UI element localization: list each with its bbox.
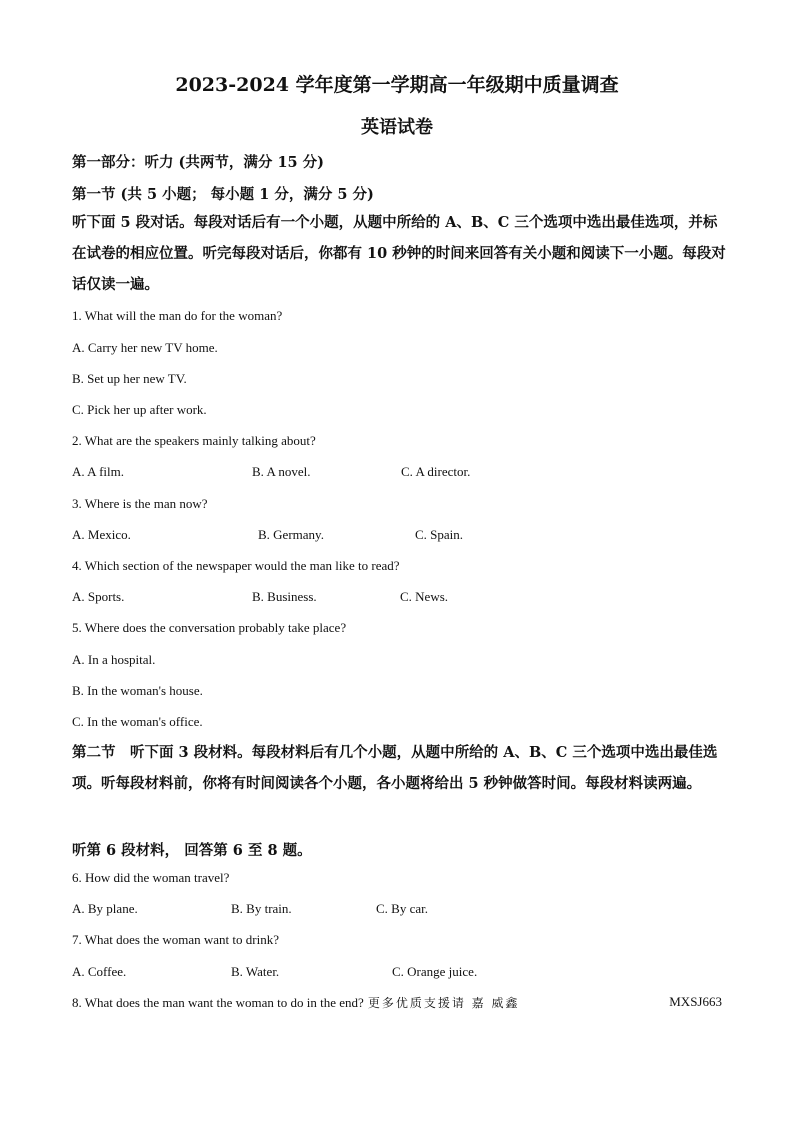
question-8-stem-group xyxy=(72,994,519,1011)
question-2-option-b: B. A novel. xyxy=(252,464,311,479)
question-2-option-c: C. A director. xyxy=(401,464,471,479)
page-subtitle: 英语试卷 xyxy=(361,117,433,138)
question-7-stem: 7. What does the woman want to drink? xyxy=(72,932,279,947)
section1-instructions: 听下面 5 段对话。每段对话后有一个小题，从题中所给的 A、B、C 三个选项中选出最佳选项，并标在试卷的相应位置。听完每段对话后，你都有 10 秒钟的时间来回答有关小题和阅读下一小题。每段对话仅读一遍。 xyxy=(72,214,726,293)
question-5-option-c: C. In the woman's office. xyxy=(72,714,203,729)
question-4-option-a: A. Sports. xyxy=(72,589,125,604)
page-title: 2023-2024 学年度第一学期高一年级期中质量调查 xyxy=(175,74,619,96)
section2-instructions: 第二节 听下面 3 段材料。每段材料后有几个小题，从题中所给的 A、B、C 三个选项中选出最佳选项。听每段材料前，你将有时间阅读各个小题，各小题将给出 5 秒钟做答时间。每段材料读两遍。 xyxy=(72,744,718,792)
section1-heading: 第一节 (共 5 小题； 每小题 1 分，满分 5 分) xyxy=(72,186,374,203)
question-6-option-a: A. By plane. xyxy=(72,901,138,916)
question-3-option-b: B. Germany. xyxy=(258,527,324,542)
question-7-option-a: A. Coffee. xyxy=(72,964,127,979)
question-4-option-b: B. Business. xyxy=(252,589,317,604)
question-5-option-b: B. In the woman's house. xyxy=(72,683,203,698)
question-8-line xyxy=(72,994,722,1011)
question-7-option-b: B. Water. xyxy=(231,964,280,979)
question-1-option-a: A. Carry her new TV home. xyxy=(72,340,218,355)
question-8-stem: 8. What does the man want the woman to do in the end? xyxy=(72,995,364,1010)
question-1-option-b: B. Set up her new TV. xyxy=(72,371,187,386)
question-4-option-c: C. News. xyxy=(400,589,449,604)
question-4-stem: 4. Which section of the newspaper would the man like to read? xyxy=(72,558,400,573)
question-3-stem: 3. Where is the man now? xyxy=(72,496,208,511)
question-5-option-a: A. In a hospital. xyxy=(72,652,156,667)
question-3-option-a: A. Mexico. xyxy=(72,527,131,542)
question-7-option-c: C. Orange juice. xyxy=(392,964,478,979)
question-2-stem: 2. What are the speakers mainly talking about? xyxy=(72,433,316,448)
promo-text: 更多优质支援请 嘉 威鑫 xyxy=(367,996,520,1010)
question-6-stem: 6. How did the woman travel? xyxy=(72,870,230,885)
part1-heading: 第一部分：听力 (共两节，满分 15 分) xyxy=(72,154,325,171)
document-code: MXSJ663 xyxy=(669,994,722,1009)
question-2-option-a: A. A film. xyxy=(72,464,125,479)
question-3-option-c: C. Spain. xyxy=(415,527,464,542)
question-1-stem: 1. What will the man do for the woman? xyxy=(72,308,283,323)
question-1-option-c: C. Pick her up after work. xyxy=(72,402,207,417)
question-5-stem: 5. Where does the conversation probably take place? xyxy=(72,620,347,635)
section2-group-heading: 听第 6 段材料， 回答第 6 至 8 题。 xyxy=(72,842,312,859)
question-6-option-b: B. By train. xyxy=(231,901,292,916)
question-6-option-c: C. By car. xyxy=(376,901,428,916)
